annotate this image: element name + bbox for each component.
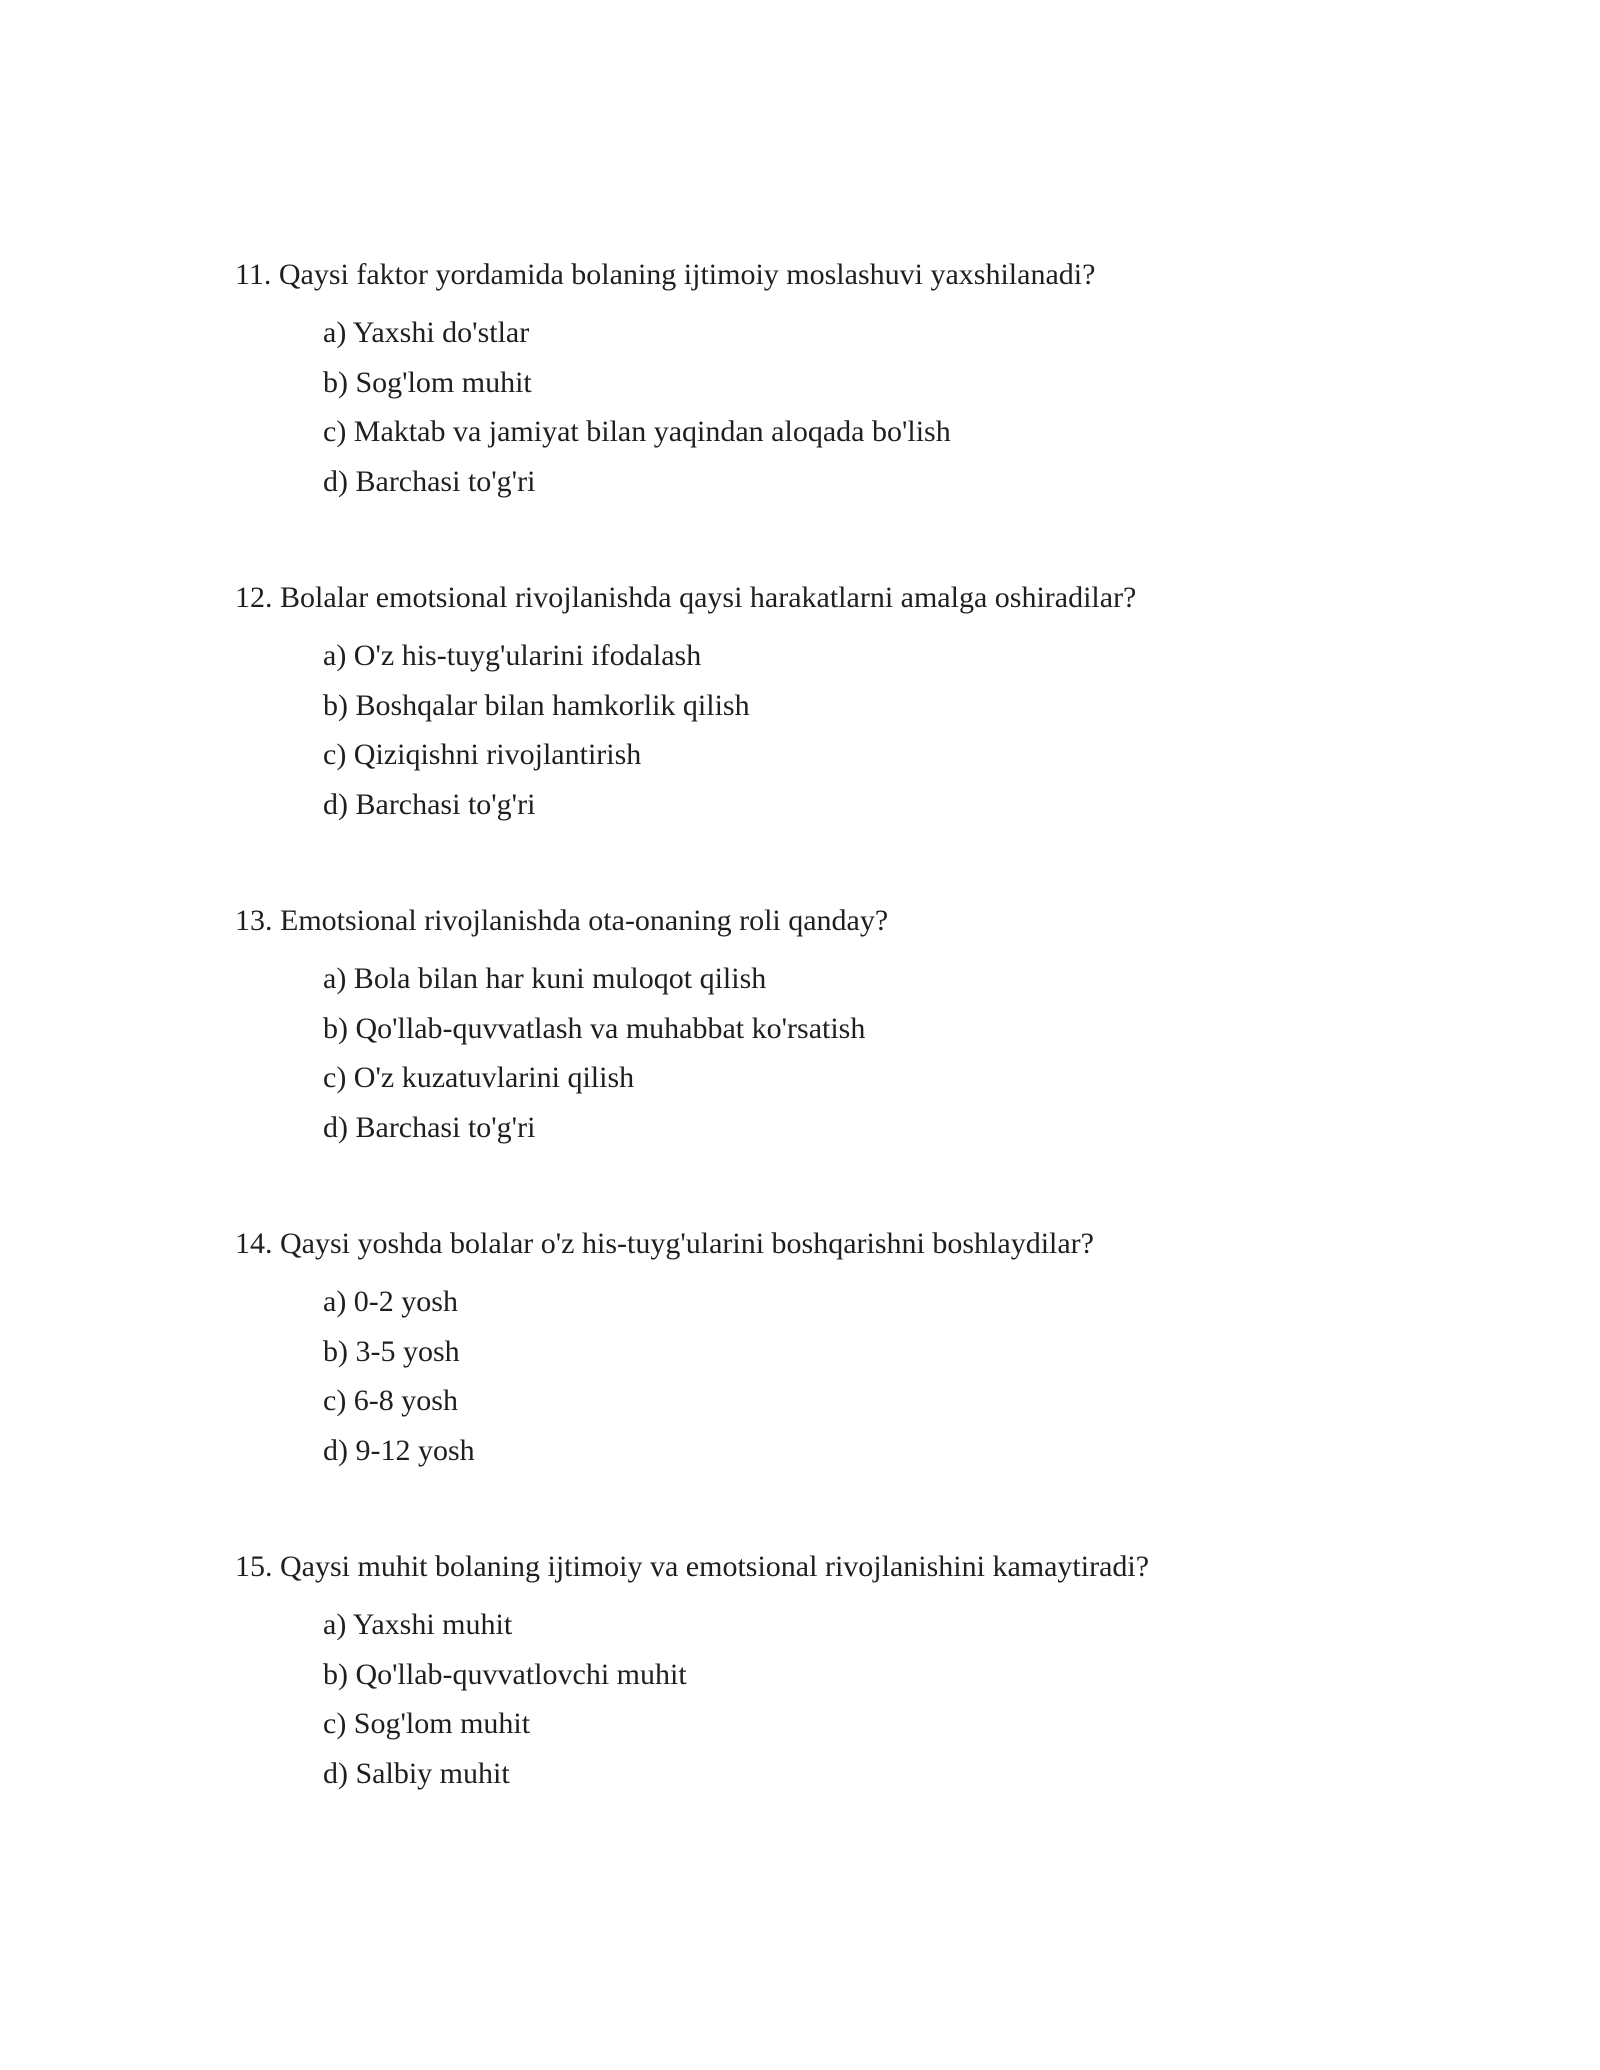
question-text: 11. Qaysi faktor yordamida bolaning ijtimoiy moslashuvi yaxshilanadi?	[235, 258, 1096, 291]
answer-option-c: c) 6-8 yosh	[323, 1384, 458, 1417]
answer-option-d: d) Barchasi to'g'ri	[323, 787, 536, 821]
question-12	[235, 580, 1435, 836]
answer-options	[323, 315, 1435, 513]
question-text: 12. Bolalar emotsional rivojlanishda qaysi harakatlarni amalga oshiradilar?	[235, 581, 1137, 614]
answer-option-a: a) Yaxshi do'stlar	[323, 316, 530, 349]
question-13	[235, 903, 1435, 1159]
answer-option-b: b) Qo'llab-quvvatlash va muhabbat ko'rsatish	[323, 1011, 866, 1045]
question-15	[235, 1549, 1435, 1805]
answer-options	[323, 1284, 1435, 1482]
question-14	[235, 1226, 1435, 1482]
answer-option-a: a) Yaxshi muhit	[323, 1608, 513, 1641]
answer-option-d: d) 9-12 yosh	[323, 1433, 475, 1467]
answer-option-b: b) Qo'llab-quvvatlovchi muhit	[323, 1657, 687, 1691]
question-text: 15. Qaysi muhit bolaning ijtimoiy va emotsional rivojlanishini kamaytiradi?	[235, 1550, 1150, 1583]
answer-option-a: a) Bola bilan har kuni muloqot qilish	[323, 962, 767, 995]
answer-option-b: b) Sog'lom muhit	[323, 365, 532, 399]
answer-option-c: c) Maktab va jamiyat bilan yaqindan aloqada bo'lish	[323, 415, 951, 448]
answer-options	[323, 638, 1435, 836]
question-text: 14. Qaysi yoshda bolalar o'z his-tuyg'ularini boshqarishni boshlaydilar?	[235, 1227, 1094, 1260]
answer-option-a: a) 0-2 yosh	[323, 1285, 458, 1318]
question-text: 13. Emotsional rivojlanishda ota-onaning roli qanday?	[235, 904, 889, 937]
answer-options	[323, 1607, 1435, 1805]
answer-option-a: a) O'z his-tuyg'ularini ifodalash	[323, 639, 702, 672]
question-11	[235, 257, 1435, 513]
answer-option-b: b) 3-5 yosh	[323, 1334, 460, 1368]
answer-option-c: c) O'z kuzatuvlarini qilish	[323, 1061, 635, 1094]
answer-option-d: d) Barchasi to'g'ri	[323, 1110, 536, 1144]
answer-option-d: d) Salbiy muhit	[323, 1756, 510, 1790]
answer-option-d: d) Barchasi to'g'ri	[323, 464, 536, 498]
answer-option-c: c) Sog'lom muhit	[323, 1707, 531, 1740]
answer-option-c: c) Qiziqishni rivojlantirish	[323, 738, 642, 771]
answer-option-b: b) Boshqalar bilan hamkorlik qilish	[323, 688, 750, 722]
answer-options	[323, 961, 1435, 1159]
